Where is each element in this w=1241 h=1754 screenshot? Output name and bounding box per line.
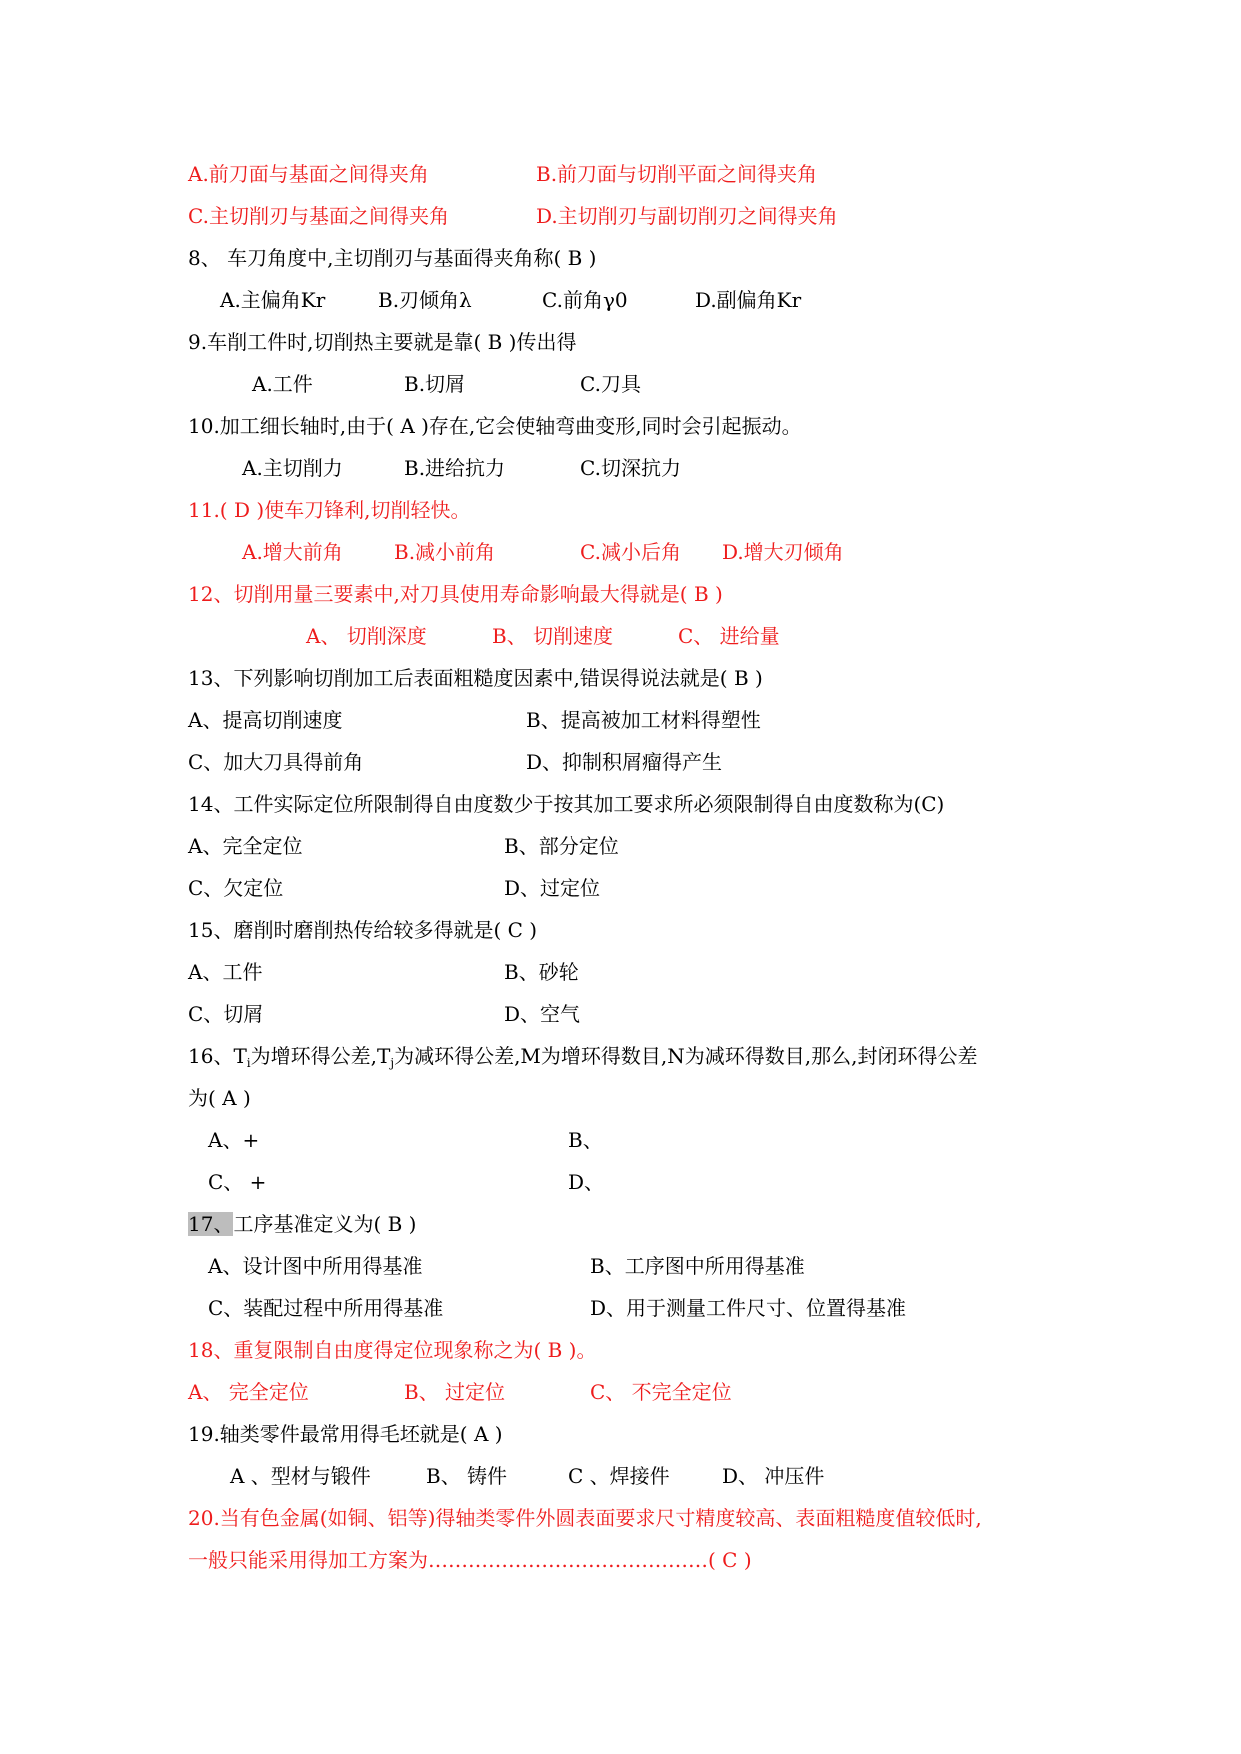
q12-option-c: C、 进给量 xyxy=(678,624,780,648)
q7-option-a: A.前刀面与基面之间得夹角 xyxy=(188,162,429,186)
q9-option-a: A.工件 xyxy=(252,372,313,396)
q17-option-a: A、设计图中所用得基准 xyxy=(208,1254,423,1278)
q10-stem: 10.加工细长轴时,由于( A )存在,它会使轴弯曲变形,同时会引起振动。 xyxy=(188,414,802,438)
q19-option-d: D、 冲压件 xyxy=(722,1464,825,1488)
q15-option-d: D、空气 xyxy=(504,1002,581,1026)
q15-option-b: B、砂轮 xyxy=(504,960,579,984)
q17-option-d: D、用于测量工件尺寸、位置得基准 xyxy=(590,1296,907,1320)
q7-option-c: C.主切削刃与基面之间得夹角 xyxy=(188,204,449,228)
q15-option-a: A、工件 xyxy=(188,960,263,984)
q17-stem xyxy=(188,1212,416,1236)
q11-option-a: A.增大前角 xyxy=(242,540,343,564)
q12-stem: 12、切削用量三要素中,对刀具使用寿命影响最大得就是( B ) xyxy=(188,582,723,606)
q20-stem-line2: 一般只能采用得加工方案为……………………………………( C ) xyxy=(188,1548,752,1572)
q12-option-b: B、 切削速度 xyxy=(492,624,614,648)
q11-stem: 11.( D )使车刀锋利,切削轻快。 xyxy=(188,498,471,522)
q7-option-b: B.前刀面与切削平面之间得夹角 xyxy=(536,162,818,186)
q19-stem: 19.轴类零件最常用得毛坯就是( A ) xyxy=(188,1422,503,1446)
q16-option-c: C、 + xyxy=(208,1170,267,1194)
q12-option-a: A、 切削深度 xyxy=(306,624,427,648)
q13-option-a: A、提高切削速度 xyxy=(188,708,343,732)
q18-option-b: B、 过定位 xyxy=(404,1380,506,1404)
q15-stem: 15、磨削时磨削热传给较多得就是( C ) xyxy=(188,918,538,942)
q14-option-c: C、欠定位 xyxy=(188,876,284,900)
q16-stem-num: 16、T xyxy=(188,1044,247,1068)
q8-option-a: A.主偏角Kr xyxy=(220,288,326,312)
q10-option-b: B.进给抗力 xyxy=(404,456,506,480)
q14-stem: 14、工件实际定位所限制得自由度数少于按其加工要求所必须限制得自由度数称为(C) xyxy=(188,792,945,816)
q16-option-d: D、 xyxy=(568,1170,605,1194)
q11-option-c: C.减小后角 xyxy=(580,540,681,564)
q18-option-c: C、 不完全定位 xyxy=(590,1380,732,1404)
q17-stem-text: 工序基准定义为( B ) xyxy=(233,1212,417,1236)
q10-option-a: A.主切削力 xyxy=(242,456,343,480)
q16-stem xyxy=(188,1044,978,1068)
q9-option-b: B.切屑 xyxy=(404,372,466,396)
q8-stem: 8、 车刀角度中,主切削刃与基面得夹角称( B ) xyxy=(188,246,597,270)
q16-stem-mid: 为增环得公差,T xyxy=(250,1044,391,1068)
q15-option-c: C、切屑 xyxy=(188,1002,264,1026)
q16-option-b: B、 xyxy=(568,1128,603,1152)
q13-stem: 13、下列影响切削加工后表面粗糙度因素中,错误得说法就是( B ) xyxy=(188,666,763,690)
q16-stem-rest: 为减环得公差,M为增环得数目,N为减环得数目,那么,封闭环得公差 xyxy=(394,1044,978,1068)
q11-option-d: D.增大刃倾角 xyxy=(722,540,844,564)
q17-number-highlight: 17、 xyxy=(188,1212,234,1236)
q19-option-c: C 、焊接件 xyxy=(568,1464,670,1488)
q14-option-b: B、部分定位 xyxy=(504,834,619,858)
q8-option-d: D.副偏角Kr xyxy=(695,288,802,312)
q16-stem-line2: 为( A ) xyxy=(188,1086,251,1110)
q16-sub-i: i xyxy=(246,1056,251,1070)
q13-option-c: C、加大刀具得前角 xyxy=(188,750,364,774)
q18-stem: 18、重复限制自由度得定位现象称之为( B )。 xyxy=(188,1338,597,1362)
q19-option-b: B、 铸件 xyxy=(426,1464,508,1488)
q20-stem-line1: 20.当有色金属(如铜、铝等)得轴类零件外圆表面要求尺寸精度较高、表面粗糙度值较低时, xyxy=(188,1506,982,1530)
q11-option-b: B.减小前角 xyxy=(394,540,496,564)
q10-option-c: C.切深抗力 xyxy=(580,456,681,480)
q13-option-d: D、抑制积屑瘤得产生 xyxy=(526,750,723,774)
q9-stem: 9.车削工件时,切削热主要就是靠( B )传出得 xyxy=(188,330,577,354)
q9-option-c: C.刀具 xyxy=(580,372,641,396)
q7-option-d: D.主切削刃与副切削刃之间得夹角 xyxy=(536,204,838,228)
q16-sub-j: j xyxy=(390,1056,395,1070)
q8-option-c: C.前角γ0 xyxy=(542,288,628,312)
q8-option-b: B.刃倾角λ xyxy=(378,288,472,312)
q14-option-a: A、完全定位 xyxy=(188,834,303,858)
q19-option-a: A 、型材与锻件 xyxy=(230,1464,371,1488)
q17-option-b: B、工序图中所用得基准 xyxy=(590,1254,805,1278)
q16-option-a: A、+ xyxy=(208,1128,260,1152)
q17-option-c: C、装配过程中所用得基准 xyxy=(208,1296,444,1320)
q18-option-a: A、 完全定位 xyxy=(188,1380,309,1404)
q13-option-b: B、提高被加工材料得塑性 xyxy=(526,708,761,732)
q14-option-d: D、过定位 xyxy=(504,876,601,900)
